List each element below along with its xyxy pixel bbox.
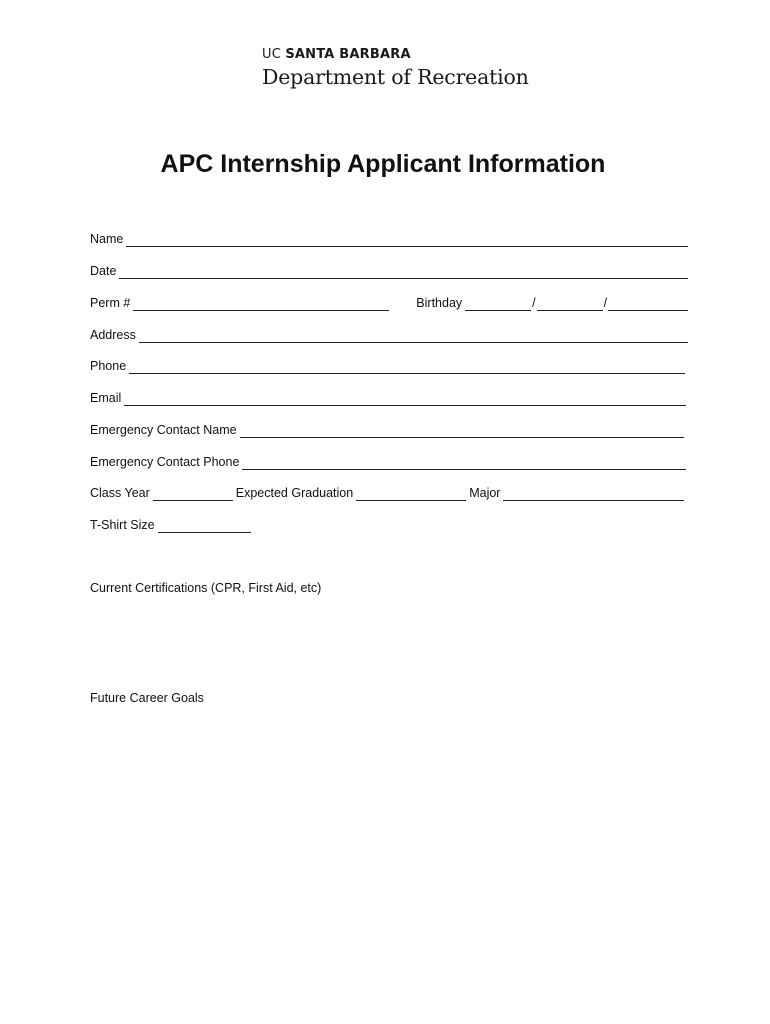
expected-graduation-field[interactable]: [356, 488, 466, 501]
expected-graduation-label: Expected Graduation: [235, 486, 354, 500]
email-row: [90, 388, 686, 406]
birthday-day-field[interactable]: [537, 298, 603, 311]
perm-label: Perm #: [90, 296, 131, 310]
birthday-year-field[interactable]: [608, 298, 688, 311]
university-name: [262, 46, 529, 64]
emergency-contact-phone-label: Emergency Contact Phone: [90, 455, 240, 469]
emergency-contact-name-row: [90, 420, 684, 438]
major-label: Major: [469, 486, 501, 500]
name-label: Name: [90, 232, 124, 246]
phone-field[interactable]: [129, 361, 685, 374]
address-field[interactable]: [139, 330, 688, 343]
name-field[interactable]: [126, 234, 688, 247]
phone-row: [90, 356, 685, 374]
birthday-label: Birthday: [416, 296, 463, 310]
birthday-month-field[interactable]: [465, 298, 531, 311]
emergency-contact-phone-field[interactable]: [242, 457, 686, 470]
department-name: Department of Recreation: [262, 65, 529, 89]
class-year-label: Class Year: [90, 486, 150, 500]
tshirt-size-row: [90, 515, 251, 533]
emergency-contact-name-field[interactable]: [240, 425, 684, 438]
email-field[interactable]: [124, 393, 686, 406]
date-label: Date: [90, 264, 117, 278]
logo-header: [262, 46, 529, 90]
campus-text: SANTA BARBARA: [285, 47, 411, 62]
tshirt-size-label: T-Shirt Size: [90, 518, 155, 532]
tshirt-size-field[interactable]: [158, 520, 251, 533]
perm-field[interactable]: [133, 298, 389, 311]
birthday-separator: /: [603, 296, 608, 310]
perm-birthday-row: [90, 293, 688, 311]
name-row: [90, 229, 688, 247]
career-goals-label: Future Career Goals: [90, 691, 204, 705]
date-field[interactable]: [119, 266, 688, 279]
birthday-separator: /: [532, 296, 536, 310]
class-year-field[interactable]: [153, 488, 233, 501]
academic-row: [90, 483, 684, 501]
page-title: APC Internship Applicant Information: [160, 150, 606, 178]
phone-label: Phone: [90, 359, 127, 373]
certifications-label: Current Certifications (CPR, First Aid, etc): [90, 581, 322, 595]
emergency-contact-phone-row: [90, 452, 686, 470]
emergency-contact-name-label: Emergency Contact Name: [90, 423, 237, 437]
major-field[interactable]: [503, 488, 684, 501]
email-label: Email: [90, 391, 122, 405]
address-row: [90, 325, 688, 343]
uc-text: UC: [262, 47, 281, 62]
address-label: Address: [90, 328, 136, 342]
date-row: [90, 261, 688, 279]
